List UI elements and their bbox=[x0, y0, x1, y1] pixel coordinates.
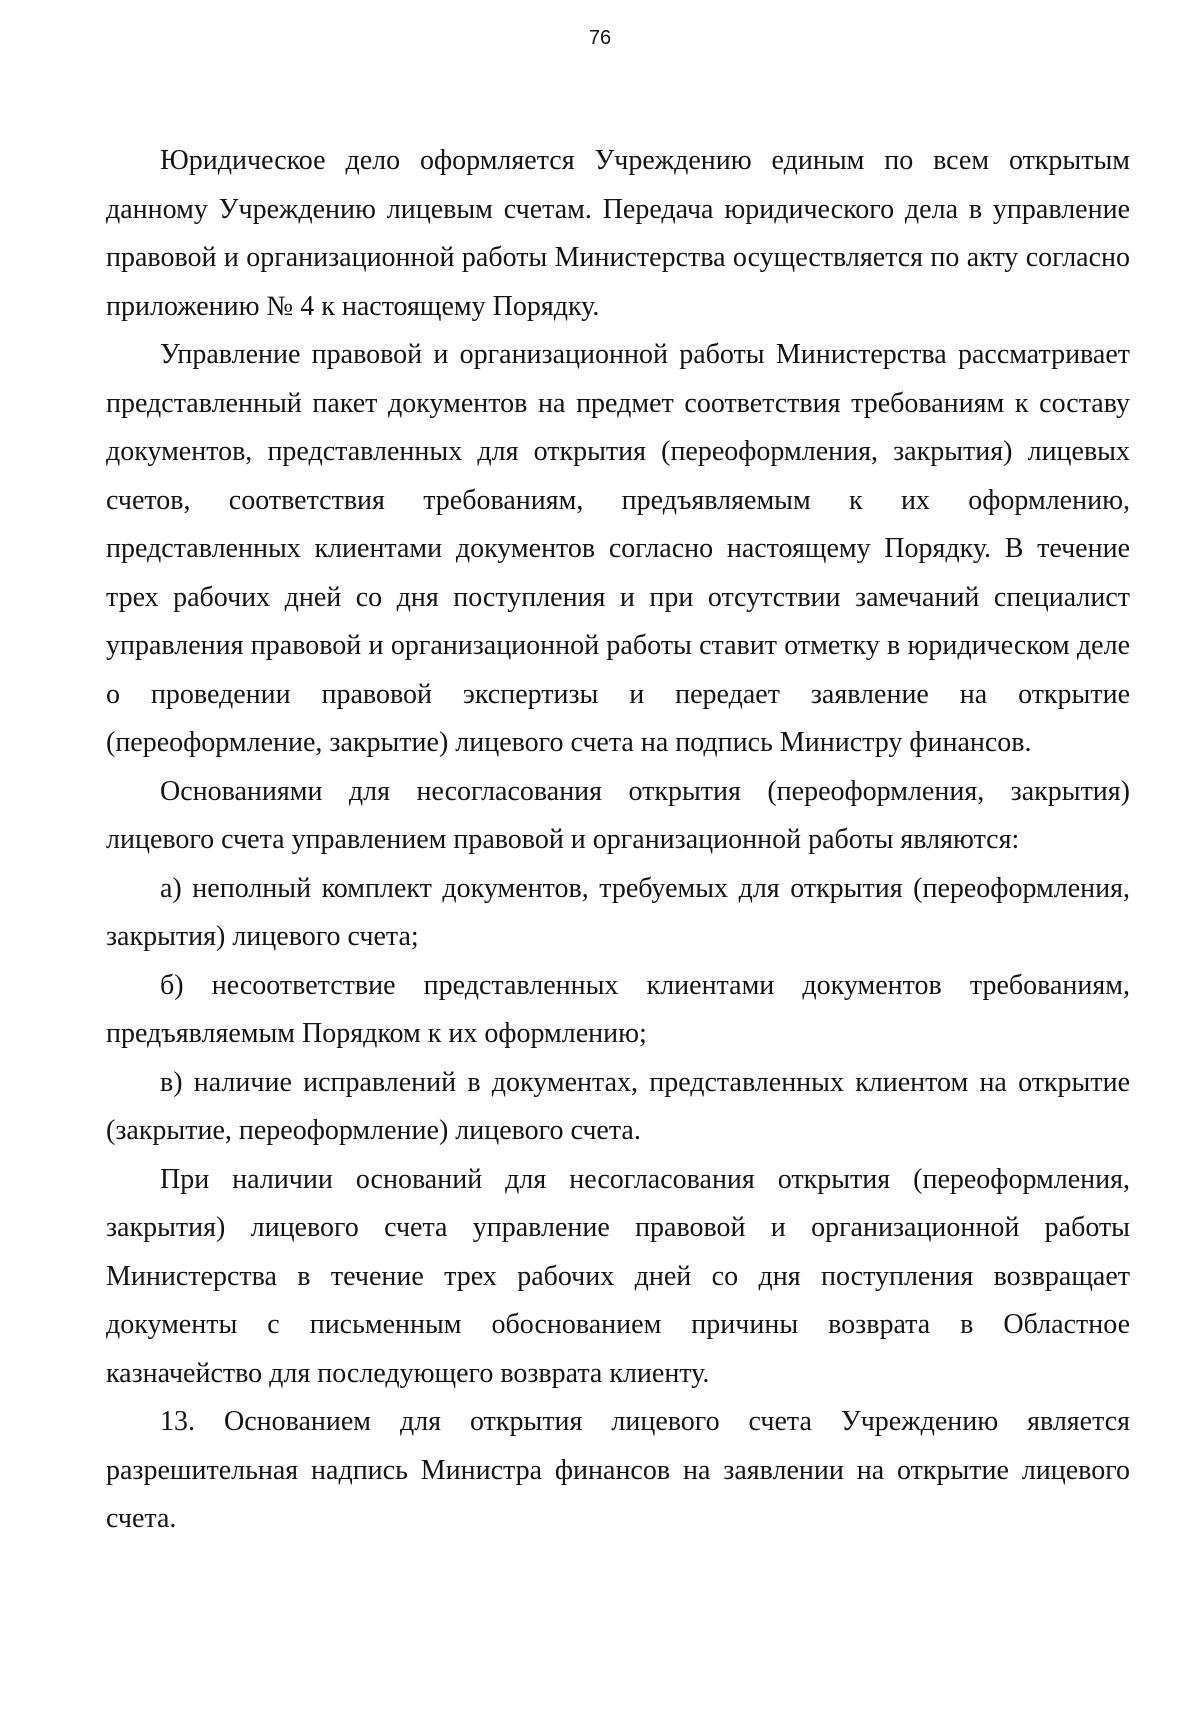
list-item-a: а) неполный комплект документов, требуемых для открытия (переоформления, закрытия) лицевого счета; bbox=[106, 872, 1130, 952]
page-number: 76 bbox=[588, 27, 612, 49]
paragraph-legal-review: Управление правовой и организационной работы Министерства рассматривает представленный пакет документов на предмет соответствия требованиям к составу документов, представленных для открытия (переоформления, закрытия) лицевых счетов, соответствия требованиям, предъявляемым к их оформлению, представленных клиентами документов согласно настоящему Порядку. В течение трех рабочих дней со дня поступления и при отсутствии замечаний специалист управления правовой и организационной работы ставит отметку в юридическом деле о проведении правовой экспертизы и передает заявление на открытие (переоформление, закрытие) лицевого счета на подпись Министру финансов. bbox=[106, 339, 1130, 758]
list-item-c: в) наличие исправлений в документах, представленных клиентом на открытие (закрытие, переоформление) лицевого счета. bbox=[106, 1066, 1130, 1146]
paragraph-legal-file: Юридическое дело оформляется Учреждению единым по всем открытым данному Учреждению лицевым счетам. Передача юридического дела в управление правовой и организационной работы Министерства осуществляется по акту согласно приложению № 4 к настоящему Порядку. bbox=[106, 145, 1130, 322]
list-item-b: б) несоответствие представленных клиентами документов требованиям, предъявляемым Порядком к их оформлению; bbox=[106, 969, 1130, 1049]
paragraph-return-documents: При наличии оснований для несогласования открытия (переоформления, закрытия) лицевого счета управление правовой и организационной работы Министерства в течение трех рабочих дней со дня поступления возвращает документы с письменным обоснованием причины возврата в Областное казначейство для последующего возврата клиенту. bbox=[106, 1163, 1130, 1389]
paragraph-item-13: 13. Основанием для открытия лицевого счета Учреждению является разрешительная надпись Министра финансов на заявлении на открытие лицевого счета. bbox=[106, 1406, 1130, 1534]
document-body bbox=[106, 137, 1130, 1544]
paragraph-refusal-grounds: Основаниями для несогласования открытия (переоформления, закрытия) лицевого счета управлением правовой и организационной работы являются: bbox=[106, 775, 1130, 855]
